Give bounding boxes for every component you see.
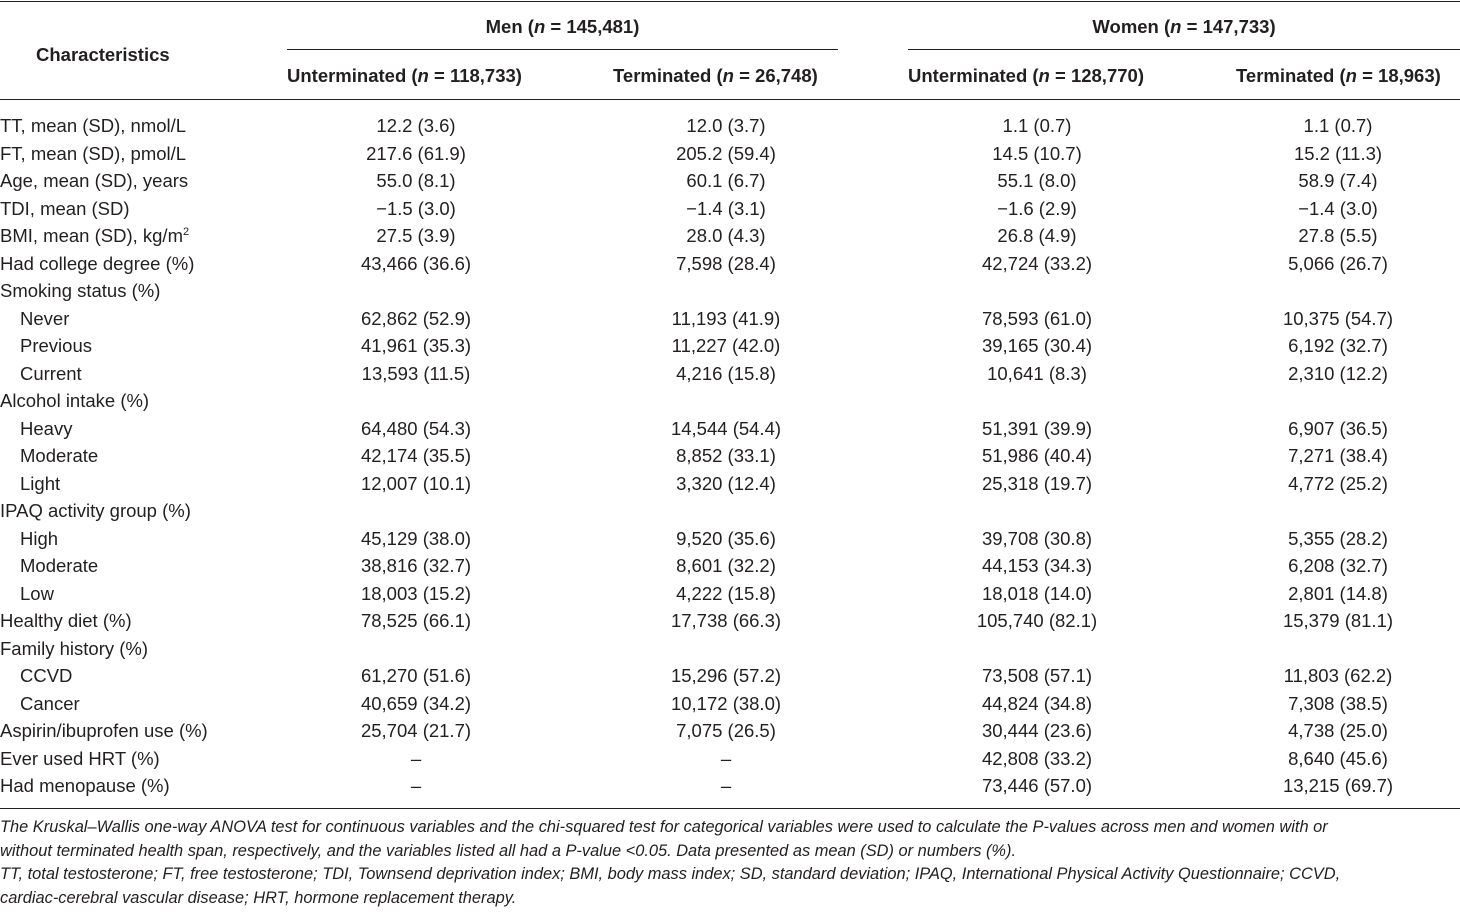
header-women-terminated-prefix: Terminated (	[1236, 65, 1346, 86]
cell-women-terminated: 2,801 (14.8)	[1288, 582, 1388, 604]
row-label	[0, 195, 130, 223]
header-women-group	[908, 16, 1460, 38]
cell-men-terminated: 7,075 (26.5)	[676, 720, 776, 741]
header-men-unterminated-n: n	[417, 65, 429, 86]
row-label	[0, 387, 149, 415]
table-row	[0, 360, 1460, 388]
cell-women-unterminated: 44,824 (34.8)	[981, 692, 1093, 714]
cell-men-unterminated: –	[410, 747, 422, 769]
header-men-terminated	[613, 65, 818, 87]
cell-men-unterminated: 42,174 (35.5)	[360, 445, 472, 466]
header-characteristics: Characteristics	[36, 44, 170, 65]
table-row	[0, 607, 1460, 635]
table-row	[0, 250, 1460, 278]
cell-women-unterminated: 44,153 (34.3)	[981, 555, 1093, 576]
header-women-unterminated-count: = 128,770)	[1049, 65, 1144, 86]
table-row	[0, 387, 1460, 415]
cell-men-unterminated: 25,704 (21.7)	[360, 720, 472, 741]
cell-men-unterminated: 61,270 (51.6)	[360, 665, 472, 686]
row-label-text: Previous	[20, 335, 92, 356]
row-label	[20, 470, 60, 498]
row-label-text: Low	[20, 582, 54, 604]
row-label-text: TDI, mean (SD)	[0, 197, 130, 219]
row-label	[20, 552, 98, 580]
header-bottom-rule	[0, 99, 1460, 100]
cell-women-unterminated: 105,740 (82.1)	[976, 610, 1098, 631]
row-label	[20, 332, 92, 360]
cell-men-terminated: 12.0 (3.7)	[686, 115, 766, 136]
row-label-text: Moderate	[20, 445, 99, 466]
row-label-text: Age, mean (SD), years	[0, 170, 189, 191]
cell-women-unterminated: 73,446 (57.0)	[981, 775, 1093, 796]
cell-men-unterminated: 64,480 (54.3)	[360, 417, 472, 439]
cell-men-terminated: 11,227 (42.0)	[671, 335, 781, 356]
cell-women-terminated: 6,192 (32.7)	[1288, 335, 1388, 356]
row-label	[0, 222, 189, 250]
cell-women-unterminated: 30,444 (23.6)	[981, 720, 1093, 741]
header-women-terminated-n: n	[1345, 65, 1357, 86]
cell-women-terminated: 4,772 (25.2)	[1288, 472, 1388, 494]
cell-women-unterminated: 39,708 (30.8)	[981, 527, 1093, 549]
cell-men-unterminated: −1.5 (3.0)	[376, 197, 456, 219]
cell-women-terminated: 15.2 (11.3)	[1293, 142, 1383, 164]
cell-women-unterminated: 10,641 (8.3)	[987, 362, 1087, 384]
row-label-text: Light	[20, 472, 61, 494]
table-row	[0, 112, 1460, 140]
row-label-text: Smoking status (%)	[0, 280, 161, 301]
header-men-terminated-n: n	[722, 65, 734, 86]
women-group-rule	[908, 49, 1460, 50]
row-label-text: Ever used HRT (%)	[0, 747, 160, 769]
row-label	[0, 635, 148, 663]
row-label	[0, 112, 186, 140]
row-label	[0, 717, 208, 745]
table-row	[0, 552, 1460, 580]
cell-women-terminated: 6,907 (36.5)	[1288, 417, 1388, 439]
cell-women-unterminated: 25,318 (19.7)	[981, 472, 1093, 494]
cell-men-unterminated: –	[410, 775, 422, 796]
row-label-text: Healthy diet (%)	[0, 610, 132, 631]
row-label-text: Had college degree (%)	[0, 252, 195, 274]
cell-women-terminated: 4,738 (25.0)	[1288, 720, 1388, 741]
cell-men-terminated: 7,598 (28.4)	[676, 252, 776, 274]
cell-women-unterminated: 42,724 (33.2)	[981, 252, 1093, 274]
row-label-text: High	[20, 527, 59, 549]
footnote-line: TT, total testosterone; FT, free testosterone; TDI, Townsend deprivation index; BMI, body mass index; SD, standard deviation; IPAQ, International Physical Activity Questionnaire; CCVD,	[0, 865, 1341, 883]
header-women-unterminated-n: n	[1038, 65, 1050, 86]
row-label-text: FT, mean (SD), pmol/L	[0, 142, 187, 164]
cell-women-terminated: 1.1 (0.7)	[1303, 115, 1373, 136]
row-label-text: Current	[20, 362, 82, 384]
header-men-unterminated-prefix: Unterminated (	[287, 65, 418, 86]
cell-men-terminated: 8,852 (33.1)	[676, 445, 776, 466]
cell-women-unterminated: 1.1 (0.7)	[1002, 115, 1072, 136]
table-row	[0, 525, 1460, 553]
header-women-terminated-count: = 18,963)	[1356, 65, 1441, 86]
cell-men-unterminated: 78,525 (66.1)	[360, 610, 472, 631]
row-label	[20, 662, 72, 690]
cell-women-unterminated: −1.6 (2.9)	[997, 197, 1077, 219]
row-label	[0, 277, 160, 305]
row-label-text: Aspirin/ibuprofen use (%)	[0, 720, 208, 741]
cell-women-terminated: 7,308 (38.5)	[1288, 692, 1388, 714]
cell-men-terminated: –	[720, 747, 732, 769]
table-row	[0, 772, 1460, 800]
cell-women-terminated: −1.4 (3.0)	[1298, 197, 1378, 219]
cell-men-terminated: −1.4 (3.1)	[686, 197, 766, 219]
cell-women-terminated: 11,803 (62.2)	[1283, 665, 1393, 686]
cell-men-terminated: 4,222 (15.8)	[676, 582, 776, 604]
row-label	[20, 580, 54, 608]
row-label-text: Had menopause (%)	[0, 775, 170, 796]
table-row	[0, 167, 1460, 195]
table-row	[0, 717, 1460, 745]
header-women-unterminated	[908, 65, 1144, 87]
cell-men-unterminated: 43,466 (36.6)	[360, 252, 472, 274]
cell-men-unterminated: 12.2 (3.6)	[376, 115, 456, 136]
footnote-line: cardiac-cerebral vascular disease; HRT, hormone replacement therapy.	[0, 888, 517, 907]
header-women-prefix: Women (	[1092, 16, 1171, 37]
row-label-superscript: 2	[182, 226, 190, 238]
cell-men-terminated: 11,193 (41.9)	[671, 307, 781, 329]
row-label-text: Alcohol intake (%)	[0, 390, 150, 411]
cell-women-unterminated: 51,986 (40.4)	[981, 445, 1093, 466]
table-footnotes	[0, 816, 1460, 910]
cell-men-terminated: 14,544 (54.4)	[670, 417, 782, 439]
cell-women-terminated: 5,066 (26.7)	[1288, 252, 1388, 274]
table-row	[0, 470, 1460, 498]
cell-women-terminated: 2,310 (12.2)	[1288, 362, 1388, 384]
footnote-line: The Kruskal–Wallis one-way ANOVA test for continuous variables and the chi-squared test for categorical variables were used to calculate the P-values across men and women with or	[0, 818, 1328, 836]
bottom-rule	[0, 808, 1460, 809]
cell-women-unterminated: 18,018 (14.0)	[981, 582, 1093, 604]
row-label	[20, 305, 69, 333]
cell-women-unterminated: 14.5 (10.7)	[992, 142, 1082, 164]
table-row	[0, 635, 1460, 663]
row-label-text: IPAQ activity group (%)	[0, 500, 191, 521]
table-row	[0, 415, 1460, 443]
cell-men-unterminated: 62,862 (52.9)	[360, 307, 472, 329]
header-men-prefix: Men (	[485, 16, 534, 37]
cell-women-terminated: 7,271 (38.4)	[1288, 445, 1388, 466]
row-label-text: Heavy	[20, 417, 73, 439]
cell-women-unterminated: 73,508 (57.1)	[981, 665, 1093, 686]
table-row	[0, 497, 1460, 525]
cell-women-unterminated: 55.1 (8.0)	[997, 170, 1077, 191]
cell-men-terminated: 10,172 (38.0)	[670, 692, 782, 714]
cell-men-unterminated: 12,007 (10.1)	[360, 472, 472, 494]
cell-women-unterminated: 26.8 (4.9)	[997, 225, 1077, 246]
table-row	[0, 690, 1460, 718]
row-label	[20, 360, 82, 388]
cell-men-unterminated: 45,129 (38.0)	[360, 527, 472, 549]
header-women-terminated	[1236, 65, 1441, 87]
cell-men-unterminated: 40,659 (34.2)	[360, 692, 472, 714]
row-label-text: BMI, mean (SD), kg/m	[0, 225, 183, 246]
header-men-terminated-count: = 26,748)	[733, 65, 818, 86]
cell-women-unterminated: 51,391 (39.9)	[981, 417, 1093, 439]
header-men-count: = 145,481)	[545, 16, 640, 37]
cell-men-unterminated: 18,003 (15.2)	[360, 582, 472, 604]
table-row	[0, 305, 1460, 333]
cell-women-unterminated: 78,593 (61.0)	[981, 307, 1093, 329]
cell-women-terminated: 58.9 (7.4)	[1298, 170, 1378, 191]
cell-men-terminated: 60.1 (6.7)	[686, 170, 766, 191]
header-women-unterminated-prefix: Unterminated (	[908, 65, 1039, 86]
cell-women-terminated: 13,215 (69.7)	[1282, 775, 1394, 796]
cell-men-terminated: 3,320 (12.4)	[676, 472, 776, 494]
row-label-text: Family history (%)	[0, 637, 149, 659]
cell-men-terminated: 9,520 (35.6)	[676, 527, 776, 549]
table-row	[0, 277, 1460, 305]
cell-women-terminated: 8,640 (45.6)	[1288, 747, 1388, 769]
table-row	[0, 580, 1460, 608]
row-label	[0, 772, 170, 800]
cell-women-terminated: 6,208 (32.7)	[1288, 555, 1388, 576]
cell-women-unterminated: 39,165 (30.4)	[981, 335, 1093, 356]
cell-women-unterminated: 42,808 (33.2)	[981, 747, 1093, 769]
cell-men-terminated: 205.2 (59.4)	[676, 142, 776, 164]
header-women-count: = 147,733)	[1181, 16, 1276, 37]
cell-men-unterminated: 13,593 (11.5)	[361, 362, 471, 384]
cell-women-terminated: 5,355 (28.2)	[1288, 527, 1388, 549]
row-label	[0, 745, 160, 773]
cell-women-terminated: 27.8 (5.5)	[1298, 225, 1378, 246]
cell-men-terminated: 8,601 (32.2)	[676, 555, 776, 576]
cell-men-terminated: 15,296 (57.2)	[670, 665, 782, 686]
row-label	[0, 140, 186, 168]
table-row	[0, 332, 1460, 360]
cell-men-unterminated: 55.0 (8.1)	[376, 170, 456, 191]
cell-men-unterminated: 217.6 (61.9)	[366, 142, 466, 164]
header-men-n: n	[533, 16, 546, 37]
top-rule	[0, 1, 1460, 2]
table-row	[0, 745, 1460, 773]
cell-men-unterminated: 41,961 (35.3)	[360, 335, 472, 356]
header-men-group	[287, 16, 838, 38]
row-label-text: CCVD	[20, 665, 73, 686]
row-label	[0, 167, 188, 195]
footnote-line: without terminated health span, respectively, and the variables listed all had a P-value <0.05. Data presented as mean (SD) or numbers (%).	[0, 841, 1016, 860]
table-body	[0, 112, 1460, 800]
row-label-text: Cancer	[20, 692, 80, 714]
row-label-text: Moderate	[20, 555, 99, 576]
cell-men-terminated: 28.0 (4.3)	[686, 225, 766, 246]
cell-men-unterminated: 38,816 (32.7)	[360, 555, 472, 576]
men-group-rule	[287, 49, 838, 50]
header-women-n: n	[1170, 16, 1182, 37]
table-row	[0, 442, 1460, 470]
cell-men-terminated: 4,216 (15.8)	[676, 362, 776, 384]
table-row	[0, 662, 1460, 690]
table-row	[0, 140, 1460, 168]
cell-men-terminated: –	[720, 775, 732, 796]
row-label-text: Never	[20, 307, 70, 329]
row-label-text: TT, mean (SD), nmol/L	[0, 115, 187, 136]
row-label	[20, 525, 58, 553]
row-label	[0, 250, 194, 278]
cell-women-terminated: 15,379 (81.1)	[1282, 610, 1394, 631]
header-men-terminated-prefix: Terminated (	[613, 65, 723, 86]
table-row	[0, 195, 1460, 223]
cell-men-terminated: 17,738 (66.3)	[670, 610, 782, 631]
row-label	[20, 690, 80, 718]
table-row	[0, 222, 1460, 250]
row-label	[0, 607, 132, 635]
row-label	[20, 415, 72, 443]
row-label	[20, 442, 98, 470]
cell-men-unterminated: 27.5 (3.9)	[376, 225, 456, 246]
row-label	[0, 497, 191, 525]
header-men-unterminated-count: = 118,733)	[428, 65, 522, 86]
header-men-unterminated	[287, 65, 522, 87]
cell-women-terminated: 10,375 (54.7)	[1282, 307, 1394, 329]
